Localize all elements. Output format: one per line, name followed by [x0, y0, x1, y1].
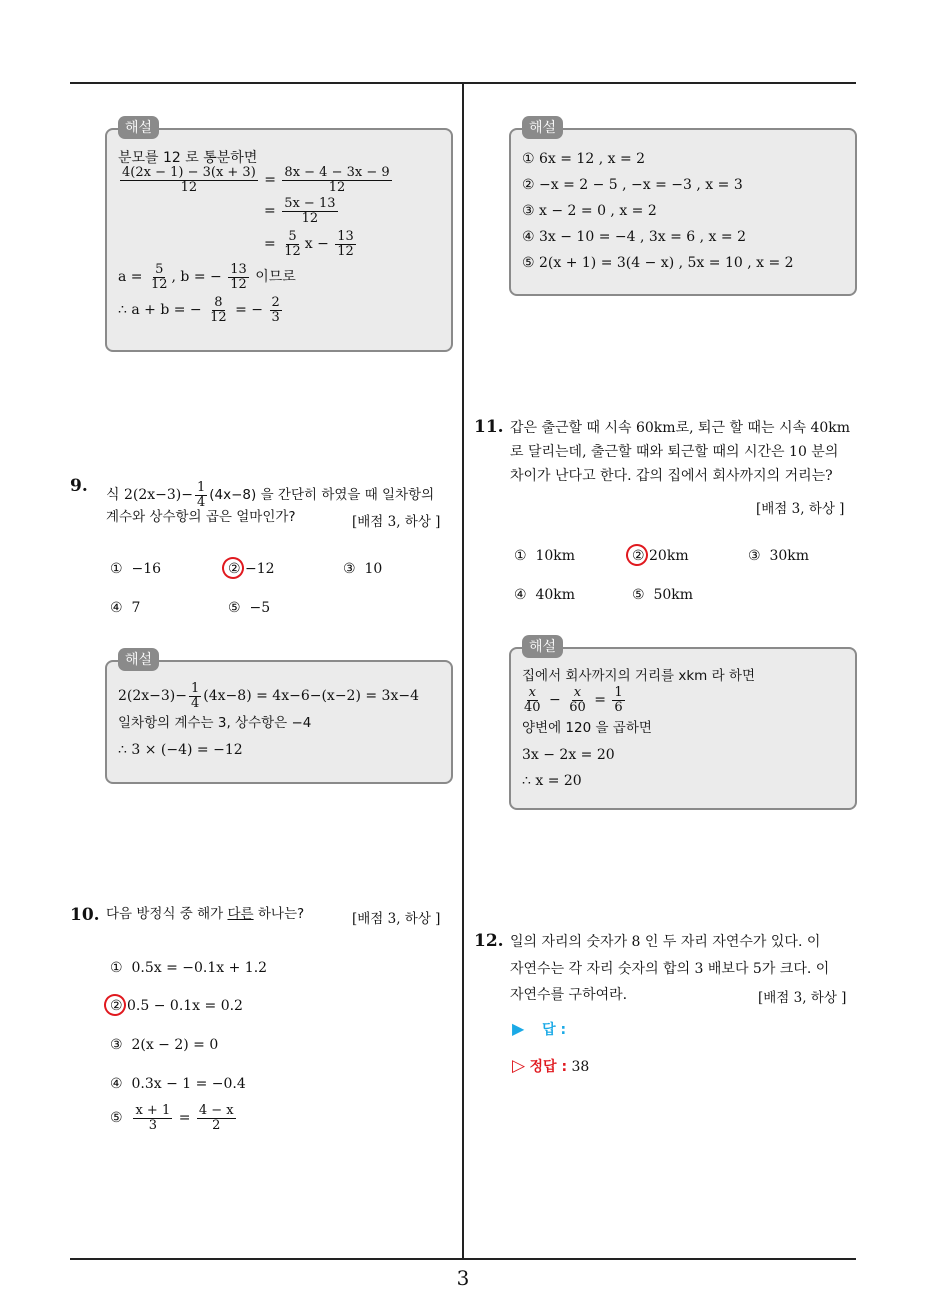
fraction: $\frac{x}{40}$ — [524, 685, 541, 715]
answer-option[interactable]: ④ 7 — [110, 600, 141, 616]
answer-option[interactable]: ② 20km — [632, 548, 689, 564]
answer-option[interactable]: ① −16 — [110, 561, 162, 577]
solution-line: 분모를 12 로 통분하면 — [118, 150, 258, 166]
fraction: $\frac{8x - 4 - 3x - 9}{12}$ — [284, 165, 390, 195]
solution-line: ③ x − 2 = 0 , x = 2 — [522, 203, 657, 219]
question-text: 계수와 상수항의 곱은 얼마인가? — [106, 509, 296, 525]
solution-line: $\frac{x}{40}$ − $\frac{x}{60}$ = $\frac{1}{6}$ — [524, 685, 623, 715]
answer-option[interactable]: ③ 30km — [748, 548, 810, 564]
answer-option[interactable]: ④ 0.3x − 1 = −0.4 — [110, 1076, 246, 1092]
answer-option[interactable]: ④ 40km — [514, 587, 576, 603]
question-number: 9. — [70, 476, 88, 496]
fraction: $\frac{5}{12}$ — [150, 262, 168, 292]
fraction-row-2: = $\frac{5x - 13}{12}$ — [264, 196, 336, 226]
fraction-row-1: $\frac{4(2x - 1) - 3(x + 3)}{12}$ = $\frac{8x - 4 - 3x - 9}{12}$ — [122, 165, 390, 195]
solution-line: 일차항의 계수는 3, 상수항은 −4 — [118, 715, 312, 731]
answer-option[interactable]: ⑤ $\frac{x + 1}{3}$ = $\frac{4 - x}{2}$ — [110, 1103, 234, 1133]
question-number: 10. — [70, 905, 100, 925]
ab-values-row: a = $\frac{5}{12}$ , b = − $\frac{13}{12}$ 이므로 — [118, 262, 296, 292]
fraction-row-3: = $\frac{5}{12}$ x − $\frac{13}{12}$ — [264, 229, 354, 259]
answer-option[interactable]: ⑤ −5 — [228, 600, 271, 616]
solution-line: ∴ 3 × (−4) = −12 — [118, 742, 243, 758]
fraction: $\frac{8}{12}$ — [210, 295, 227, 325]
solution-line: ⑤ 2(x + 1) = 3(4 − x) , 5x = 10 , x = 2 — [522, 255, 794, 271]
solution-line: 집에서 회사까지의 거리를 xkm 라 하면 — [522, 668, 755, 684]
solution-line: 3x − 2x = 20 — [522, 747, 615, 763]
selected-answer-circle — [101, 991, 129, 1019]
page-number: 3 — [456, 1266, 470, 1290]
play-arrow-icon: ▶ — [512, 1019, 525, 1038]
question-text: 자연수는 각 자리 숫자의 합의 3 배보다 5가 크다. 이 — [510, 961, 830, 977]
fraction: $\frac{1}{4}$ — [196, 480, 206, 510]
points-label: [배점 3, 하상 ] — [758, 990, 847, 1006]
fraction: $\frac{1}{6}$ — [614, 685, 623, 715]
question-text: 갑은 출근할 때 시속 60km로, 퇴근 할 때는 시속 40km — [510, 420, 851, 436]
answer-option[interactable]: ⑤ 50km — [632, 587, 694, 603]
question-number: 12. — [474, 931, 504, 951]
fraction: $\frac{4(2x - 1) - 3(x + 3)}{12}$ — [122, 165, 256, 195]
solution-tag: 해설 — [118, 116, 159, 139]
answer-input-row[interactable] — [512, 1019, 566, 1039]
question-text: 식 2(2x−3)− $\frac{1}{4}$ (4x−8) 을 간단히 하였을 때 일차항의 — [106, 480, 435, 510]
correct-label: 정답 : — [529, 1059, 568, 1075]
fraction: $\frac{1}{4}$ — [191, 681, 200, 711]
bottom-rule — [70, 1258, 856, 1260]
question-text: 일의 자리의 숫자가 8 인 두 자리 자연수가 있다. 이 — [510, 934, 821, 950]
solution-line: ∴ x = 20 — [522, 773, 582, 789]
solution-tag: 해설 — [522, 116, 563, 139]
fraction: $\frac{2}{3}$ — [271, 295, 280, 325]
solution-line: 양변에 120 을 곱하면 — [522, 720, 652, 736]
question-text: 자연수를 구하여라. — [510, 987, 628, 1003]
fraction: $\frac{4 - x}{2}$ — [198, 1103, 234, 1133]
solution-line: ④ 3x − 10 = −4 , 3x = 6 , x = 2 — [522, 229, 746, 245]
answer-option[interactable]: ③ 2(x − 2) = 0 — [110, 1037, 219, 1053]
fraction: $\frac{5}{12}$ — [284, 229, 301, 259]
points-label: [배점 3, 하상 ] — [756, 501, 845, 517]
answer-option[interactable]: ① 0.5x = −0.1x + 1.2 — [110, 960, 268, 976]
points-label: [배점 3, 하상 ] — [352, 911, 441, 927]
outline-arrow-icon: ▷ — [512, 1056, 526, 1076]
question-number: 11. — [474, 417, 504, 437]
solution-tag: 해설 — [118, 648, 159, 671]
answer-option[interactable]: ② 0.5 − 0.1x = 0.2 — [110, 998, 243, 1014]
fraction: $\frac{5x - 13}{12}$ — [284, 196, 336, 226]
solution-line: ② −x = 2 − 5 , −x = −3 , x = 3 — [522, 177, 743, 193]
question-text: 차이가 난다고 한다. 갑의 집에서 회사까지의 거리는? — [510, 468, 833, 484]
answer-label: 답 : — [542, 1022, 567, 1038]
answer-option[interactable]: ③ 10 — [343, 561, 383, 577]
selected-answer-circle — [623, 541, 651, 569]
points-label: [배점 3, 하상 ] — [352, 514, 441, 530]
solution-line: ① 6x = 12 , x = 2 — [522, 151, 646, 167]
sum-row: ∴ a + b = − $\frac{8}{12}$ = − $\frac{2}{3}$ — [118, 295, 280, 325]
fraction: $\frac{x + 1}{3}$ — [135, 1103, 171, 1133]
correct-value: 38 — [571, 1059, 590, 1075]
fraction: $\frac{13}{12}$ — [230, 262, 247, 292]
answer-option[interactable]: ② −12 — [228, 561, 275, 577]
answer-option[interactable]: ① 10km — [514, 548, 576, 564]
fraction: $\frac{x}{60}$ — [569, 685, 586, 715]
correct-answer-row — [512, 1056, 589, 1076]
column-divider — [462, 82, 464, 1259]
question-text: 다음 방정식 중 해가 다른 하나는? — [106, 906, 305, 922]
selected-answer-circle — [219, 554, 247, 582]
solution-line: 2(2x−3)− $\frac{1}{4}$ (4x−8) = 4x−6−(x−2) = 3x−4 — [118, 681, 419, 711]
solution-tag: 해설 — [522, 635, 563, 658]
fraction: $\frac{13}{12}$ — [337, 229, 354, 259]
question-text: 로 달리는데, 출근할 때와 퇴근할 때의 시간은 10 분의 — [510, 444, 839, 460]
